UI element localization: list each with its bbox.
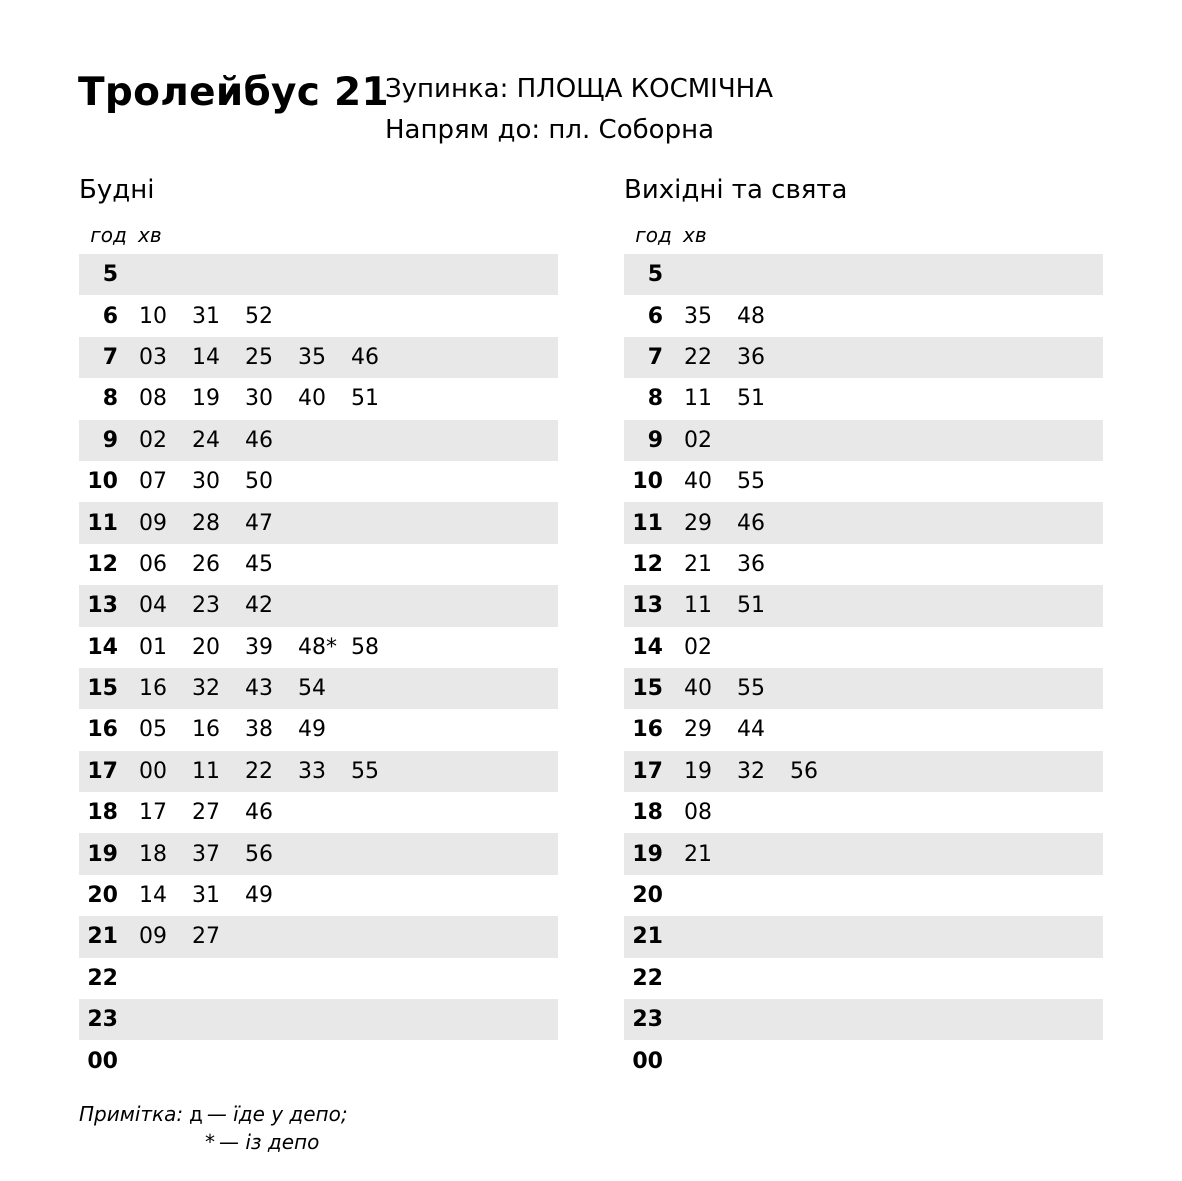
schedule-row [79, 544, 558, 585]
minutes-cell [684, 842, 737, 867]
departure-minute: 40 [298, 386, 326, 412]
hour-cell: 10 [632, 469, 663, 495]
weekday-schedule [79, 172, 558, 1082]
departure-minute: 40 [684, 676, 712, 702]
hour-cell: 18 [632, 800, 663, 826]
schedule-row [79, 585, 558, 626]
minutes-cell [139, 593, 298, 618]
schedule-row [79, 502, 558, 543]
departure-minute: 58 [351, 634, 379, 660]
departure-minute: 30 [245, 386, 273, 412]
departure-minute: 45 [245, 551, 273, 577]
minutes-cell [139, 345, 404, 370]
departure-minute: 02 [139, 427, 167, 453]
minute-column-label: хв [138, 223, 162, 247]
schedule-row [624, 461, 1103, 502]
schedule-row [624, 544, 1103, 585]
schedule-row [79, 792, 558, 833]
departure-minute: 00 [139, 758, 167, 784]
departure-minute: 28 [192, 510, 220, 536]
departure-minute: 39 [245, 634, 273, 660]
minute-column-label: хв [683, 223, 707, 247]
hour-cell: 13 [632, 593, 663, 619]
hour-cell: 9 [102, 427, 118, 453]
departure-minute: 48 [737, 303, 765, 329]
departure-minute: 31 [192, 883, 220, 909]
departure-minute: 43 [245, 676, 273, 702]
minutes-cell [684, 676, 790, 701]
minutes-cell [684, 428, 737, 453]
departure-minute: 03 [139, 344, 167, 370]
minutes-cell [139, 842, 298, 867]
departure-minute: 14 [139, 883, 167, 909]
hour-cell: 22 [632, 965, 663, 991]
departure-minute: 30 [192, 469, 220, 495]
departure-minute: 33 [298, 758, 326, 784]
column-header [79, 216, 558, 254]
footnote-row [79, 1128, 348, 1156]
schedule-row [79, 295, 558, 336]
schedule-row [79, 751, 558, 792]
minutes-cell [139, 717, 351, 742]
departure-minute: 51 [737, 386, 765, 412]
minutes-cell [139, 883, 298, 908]
departure-minute: 49 [298, 717, 326, 743]
minutes-cell [139, 676, 351, 701]
schedule-row [624, 916, 1103, 957]
departure-minute: 46 [737, 510, 765, 536]
minutes-cell [139, 924, 245, 949]
departure-minute: 29 [684, 510, 712, 536]
departure-minute: 32 [737, 758, 765, 784]
departure-minute: 16 [139, 676, 167, 702]
footnote-symbol: * [205, 1130, 215, 1154]
departure-minute: 22 [245, 758, 273, 784]
footnote-label: Примітка: [79, 1102, 184, 1126]
departure-minute: 51 [737, 593, 765, 619]
schedule-row [624, 1040, 1103, 1081]
departure-minute: 51 [351, 386, 379, 412]
departure-minute: 02 [684, 634, 712, 660]
departure-minute: 24 [192, 427, 220, 453]
departure-minute: 21 [684, 551, 712, 577]
departure-minute: 46 [245, 427, 273, 453]
hour-cell: 19 [632, 841, 663, 867]
departure-minute: 16 [192, 717, 220, 743]
departure-minute: 55 [737, 676, 765, 702]
schedule-row [624, 709, 1103, 750]
hour-cell: 20 [87, 883, 118, 909]
footnote-symbol: д [189, 1102, 203, 1126]
departure-minute: 46 [245, 800, 273, 826]
hour-cell: 12 [632, 551, 663, 577]
hour-cell: 15 [632, 676, 663, 702]
departure-minute: 37 [192, 841, 220, 867]
minutes-cell [684, 552, 790, 577]
schedule-row [79, 378, 558, 419]
hour-column-label: год [635, 223, 672, 247]
schedule-row [624, 999, 1103, 1040]
stop-name: Зупинка: ПЛОЩА КОСМІЧНА [385, 74, 774, 104]
schedule-row [79, 420, 558, 461]
minutes-cell [684, 800, 737, 825]
schedule-row [79, 1040, 558, 1081]
departure-minute: 25 [245, 344, 273, 370]
schedule-row [624, 378, 1103, 419]
footnote-indent [79, 1128, 205, 1156]
schedule-row [79, 999, 558, 1040]
minutes-cell [139, 800, 298, 825]
weekend-title: Вихідні та свята [624, 175, 848, 205]
hour-cell: 11 [87, 510, 118, 536]
departure-minute: 27 [192, 800, 220, 826]
weekday-rows [79, 254, 558, 1082]
departure-minute: 01 [139, 634, 167, 660]
departure-minute: 35 [684, 303, 712, 329]
minutes-cell [684, 469, 790, 494]
hour-cell: 23 [87, 1007, 118, 1033]
departure-minute: 07 [139, 469, 167, 495]
hour-cell: 6 [647, 303, 663, 329]
hour-cell: 16 [632, 717, 663, 743]
hour-cell: 13 [87, 593, 118, 619]
departure-minute: 56 [790, 758, 818, 784]
departure-minute: 14 [192, 344, 220, 370]
hour-cell: 5 [102, 262, 118, 288]
minutes-cell [139, 511, 298, 536]
schedule-row [624, 792, 1103, 833]
hour-cell: 6 [102, 303, 118, 329]
schedule-row [79, 461, 558, 502]
schedule-row [624, 337, 1103, 378]
footnote-text: — їде у депо; [206, 1102, 348, 1126]
schedule-row [79, 916, 558, 957]
hour-cell: 12 [87, 551, 118, 577]
schedule-row [624, 751, 1103, 792]
hour-column-label: год [90, 223, 127, 247]
departure-minute: 47 [245, 510, 273, 536]
departure-minute: 18 [139, 841, 167, 867]
hour-cell: 8 [102, 386, 118, 412]
hour-cell: 21 [87, 924, 118, 950]
hour-cell: 22 [87, 965, 118, 991]
weekday-title: Будні [79, 175, 155, 205]
hour-cell: 5 [647, 262, 663, 288]
schedule-row [79, 668, 558, 709]
departure-minute: 46 [351, 344, 379, 370]
departure-minute: 19 [684, 758, 712, 784]
schedule-row [79, 709, 558, 750]
hour-cell: 7 [647, 344, 663, 370]
departure-minute: 21 [684, 841, 712, 867]
hour-cell: 00 [87, 1048, 118, 1074]
departure-minute: 29 [684, 717, 712, 743]
departure-minute: 20 [192, 634, 220, 660]
departure-minute: 06 [139, 551, 167, 577]
minutes-cell [684, 635, 737, 660]
schedule-row [624, 627, 1103, 668]
schedule-row [624, 502, 1103, 543]
hour-cell: 11 [632, 510, 663, 536]
schedule-row [624, 585, 1103, 626]
hour-cell: 16 [87, 717, 118, 743]
schedule-row [79, 627, 558, 668]
hour-cell: 10 [87, 469, 118, 495]
minutes-cell [139, 304, 298, 329]
departure-minute: 32 [192, 676, 220, 702]
departure-minute: 56 [245, 841, 273, 867]
schedule-row [624, 254, 1103, 295]
departure-minute: 54 [298, 676, 326, 702]
minutes-cell [684, 759, 843, 784]
minutes-cell [139, 386, 404, 411]
minutes-cell [139, 469, 298, 494]
schedule-row [624, 875, 1103, 916]
departure-minute: 36 [737, 344, 765, 370]
departure-minute: 49 [245, 883, 273, 909]
hour-cell: 21 [632, 924, 663, 950]
minutes-cell [684, 511, 790, 536]
hour-cell: 17 [87, 758, 118, 784]
route-title: Тролейбус 21 [78, 70, 389, 115]
schedule-row [624, 833, 1103, 874]
schedule-row [624, 958, 1103, 999]
departure-minute: 02 [684, 427, 712, 453]
minutes-cell [684, 386, 790, 411]
departure-minute: 44 [737, 717, 765, 743]
hour-cell: 9 [647, 427, 663, 453]
hour-cell: 8 [647, 386, 663, 412]
weekend-schedule [624, 172, 1103, 1082]
schedule-row [624, 420, 1103, 461]
minutes-cell [139, 759, 404, 784]
hour-cell: 15 [87, 676, 118, 702]
hour-cell: 23 [632, 1007, 663, 1033]
schedule-row [79, 875, 558, 916]
departure-minute: 38 [245, 717, 273, 743]
schedule-row [79, 254, 558, 295]
departure-minute: 36 [737, 551, 765, 577]
departure-minute: 10 [139, 303, 167, 329]
hour-cell: 14 [87, 634, 118, 660]
schedule-row [79, 958, 558, 999]
departure-minute: 08 [139, 386, 167, 412]
departure-minute: 09 [139, 924, 167, 950]
minutes-cell [684, 593, 790, 618]
hour-cell: 00 [632, 1048, 663, 1074]
schedule-row [624, 668, 1103, 709]
departure-minute: 50 [245, 469, 273, 495]
hour-cell: 19 [87, 841, 118, 867]
minutes-cell [684, 345, 790, 370]
departure-minute: 05 [139, 717, 167, 743]
departure-minute: 31 [192, 303, 220, 329]
departure-minute: 04 [139, 593, 167, 619]
departure-minute: 42 [245, 593, 273, 619]
minutes-cell [139, 428, 298, 453]
hour-cell: 18 [87, 800, 118, 826]
departure-minute: 17 [139, 800, 167, 826]
departure-minute: 19 [192, 386, 220, 412]
departure-minute: 26 [192, 551, 220, 577]
departure-minute: 11 [684, 593, 712, 619]
departure-minute: 52 [245, 303, 273, 329]
departure-minute: 48* [298, 634, 337, 660]
departure-minute: 08 [684, 800, 712, 826]
weekend-rows [624, 254, 1103, 1082]
schedule-row [79, 337, 558, 378]
minutes-cell [139, 552, 298, 577]
hour-cell: 14 [632, 634, 663, 660]
departure-minute: 11 [192, 758, 220, 784]
departure-minute: 09 [139, 510, 167, 536]
minutes-cell [684, 717, 790, 742]
minutes-cell [684, 304, 790, 329]
departure-minute: 11 [684, 386, 712, 412]
footnote-text: — із депо [219, 1130, 320, 1154]
footnote-row [79, 1100, 348, 1128]
departure-minute: 23 [192, 593, 220, 619]
schedule-row [624, 295, 1103, 336]
minutes-cell [139, 635, 404, 660]
direction: Напрям до: пл. Соборна [385, 115, 714, 145]
hour-cell: 17 [632, 758, 663, 784]
hour-cell: 20 [632, 883, 663, 909]
column-header [624, 216, 1103, 254]
departure-minute: 35 [298, 344, 326, 370]
hour-cell: 7 [102, 344, 118, 370]
departure-minute: 55 [351, 758, 379, 784]
footnote [79, 1100, 348, 1156]
departure-minute: 27 [192, 924, 220, 950]
departure-minute: 55 [737, 469, 765, 495]
departure-minute: 40 [684, 469, 712, 495]
schedule-row [79, 833, 558, 874]
departure-minute: 22 [684, 344, 712, 370]
